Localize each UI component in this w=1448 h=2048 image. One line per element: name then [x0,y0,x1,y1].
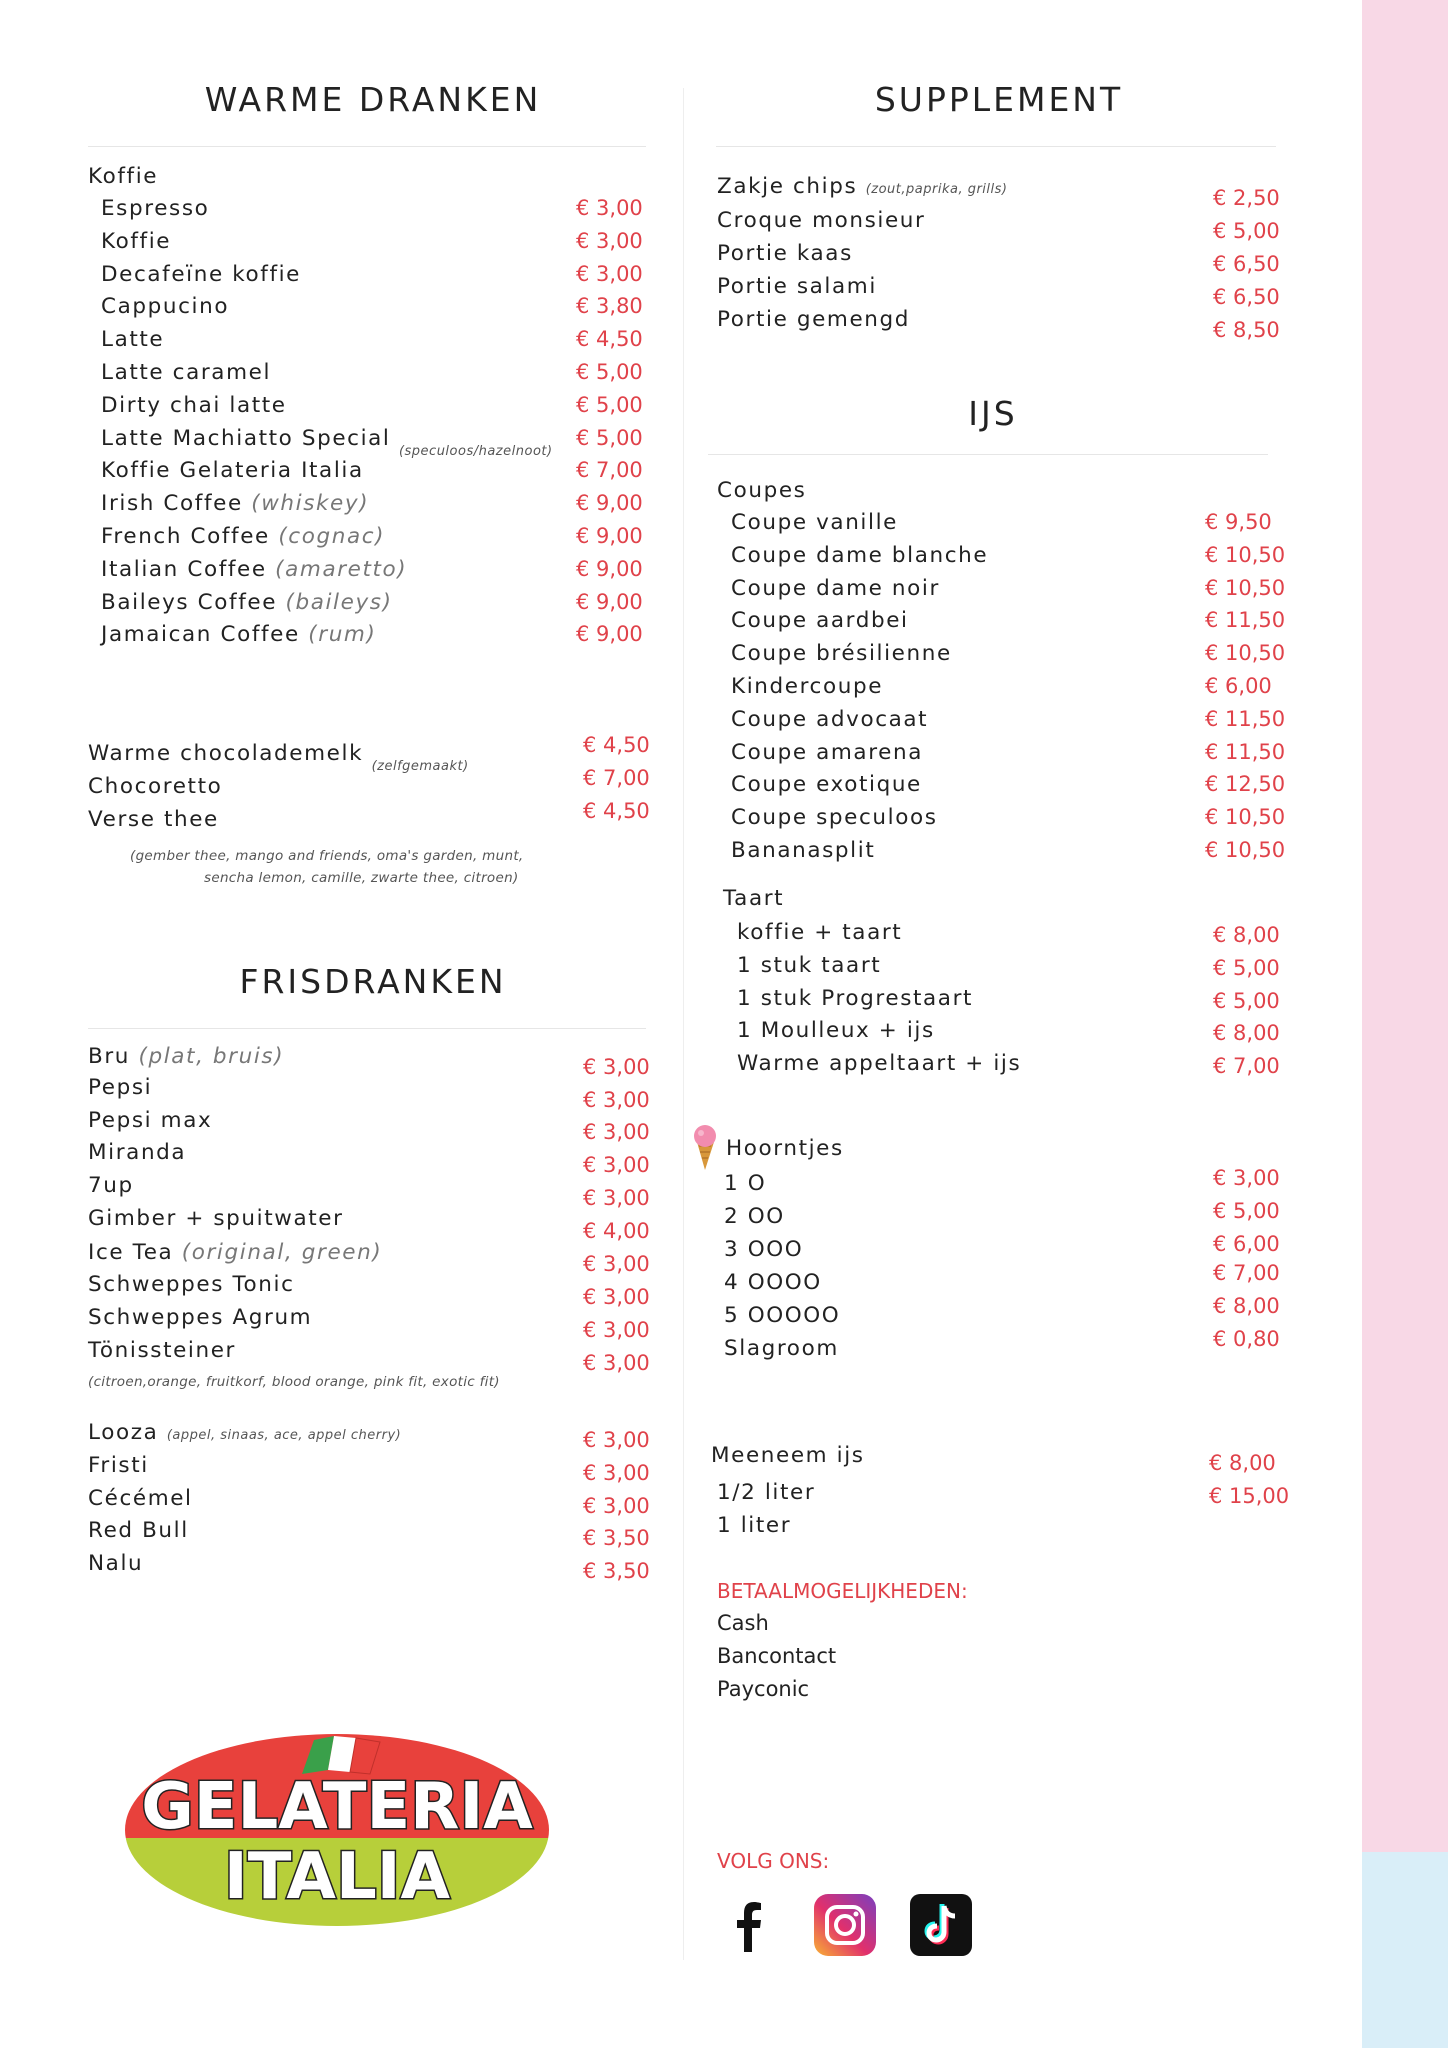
item-name-text: French Coffee [101,524,270,549]
item-price: € 9,00 [576,524,643,548]
item-price: € 11,50 [1205,739,1286,764]
item-name [88,1173,134,1198]
item-name-text: Tönissteiner [88,1338,237,1363]
item-name [101,557,407,582]
item-price: € 8,00 [1213,1294,1280,1318]
item-price: € 9,00 [576,622,643,647]
item-price: € 8,00 [1209,1451,1276,1475]
thee-note-2: sencha lemon, camille, zwarte thee, citroen) [204,870,519,886]
item-name-text: Coupe aardbei [731,608,909,634]
item-price: € 5,00 [576,392,643,417]
item-name-text: 1 O [724,1171,767,1196]
item-price: € 10,50 [1205,805,1286,830]
item-price: € 6,50 [1213,252,1280,276]
item-name-text: Portie kaas [717,241,853,266]
item-price: € 3,00 [583,1186,650,1210]
item-price: € 7,00 [1213,1054,1280,1079]
tiktok-icon[interactable] [908,1892,974,1958]
item-name [731,641,952,666]
item-name [731,543,988,568]
item-price: € 4,50 [583,799,650,823]
fris-title-line [88,1028,646,1029]
item-name-text: Coupe amarena [731,739,923,765]
ijs-title: IJS [968,394,1018,433]
item-name-text: Coupe vanille [731,510,898,535]
item-price: € 3,00 [576,196,643,220]
item-price: € 8,00 [1213,1021,1280,1046]
item-name [724,1237,803,1262]
betaal-bancontact: Bancontact [717,1644,837,1668]
item-name-text: Coupe dame blanche [731,542,989,568]
item-name [101,262,301,287]
item-price: € 6,00 [1205,674,1272,698]
item-name-text: 1 stuk Progrestaart [737,985,974,1011]
item-name [717,1480,815,1505]
item-name [88,1108,212,1133]
item-name [101,524,385,549]
item-name [101,327,164,352]
item-name [724,1270,822,1295]
item-name-text: koffie + taart [737,920,903,945]
item-name-text: Espresso [101,196,210,221]
item-name-text: Irish Coffee [101,491,243,517]
item-price: € 8,00 [1213,923,1280,947]
koffie-header: Koffie [88,164,159,189]
item-price: € 4,00 [583,1219,650,1243]
item-name [88,1338,236,1363]
item-name-text: Coupe speculoos [731,805,938,831]
item-name-text: Schweppes Tonic [88,1272,295,1297]
item-name [101,229,171,254]
item-name-text: Latte [101,327,165,353]
item-price: € 5,00 [1213,988,1280,1013]
item-price: € 3,00 [583,1351,650,1375]
item-name-text: Koffie Gelateria Italia [101,458,364,484]
item-name-text: Baileys Coffee [101,589,278,615]
item-price: € 4,50 [576,327,643,352]
item-name-text: Coupe exotique [731,772,922,798]
item-name-text: Ice Tea [88,1240,174,1265]
item-name [101,294,229,319]
item-name-text: Warme chocolademelk [88,741,364,766]
item-price: € 9,00 [576,556,643,581]
item-price: € 5,00 [1213,1199,1280,1223]
item-name [717,274,877,299]
item-price: € 3,00 [583,1285,650,1309]
item-name-text: Fristi [88,1452,149,1478]
item-price: € 3,00 [583,1493,650,1518]
item-price: € 0,80 [1213,1327,1280,1351]
item-name [717,1513,791,1538]
item-name [731,674,883,699]
item-name [724,1204,785,1229]
item-price: € 3,00 [583,1088,650,1112]
item-price: € 3,00 [576,228,643,253]
item-name [88,1305,312,1330]
item-price: € 7,00 [583,766,650,790]
item-price: € 2,50 [1213,186,1280,210]
item-price: € 3,00 [583,1428,650,1452]
item-note: (cognac) [278,524,386,549]
item-name [88,1420,401,1445]
item-name [737,953,881,978]
item-price: € 3,00 [583,1120,650,1144]
item-name-text: 1 liter [717,1513,792,1538]
item-price: € 3,00 [583,1252,650,1276]
item-name-text: Portie salami [717,274,877,299]
volg-ons-title: VOLG ONS: [717,1849,830,1873]
item-name [737,920,902,945]
supplement-title-line [716,146,1276,147]
item-name [717,307,910,332]
item-name-text: Bru [88,1044,131,1069]
item-name-text: Croque monsieur [717,208,926,233]
column-divider [683,88,684,1960]
item-name-text: Coupe dame noir [731,575,940,601]
item-name-text: Coupe advocaat [731,706,929,732]
thee-note-1: (gember thee, mango and friends, oma's garden, munt, [130,848,524,864]
item-price: € 5,00 [1213,219,1280,243]
item-price: € 10,50 [1205,575,1286,600]
item-price: € 5,00 [1213,955,1280,980]
hoorntjes-header: Hoorntjes [726,1136,844,1161]
item-price: € 8,50 [1213,318,1280,342]
item-name [88,1453,149,1478]
item-name [88,1518,189,1543]
item-name-text: Gimber + spuitwater [88,1206,344,1231]
meeneem-header: Meeneem ijs [711,1443,865,1468]
item-price: € 3,00 [583,1460,650,1485]
supplement-title: SUPPLEMENT [874,80,1124,119]
coupes-header: Coupes [717,478,807,503]
item-name-text: Red Bull [88,1518,189,1544]
item-price: € 15,00 [1209,1484,1290,1508]
item-price: € 10,50 [1205,641,1286,666]
item-name-text: 1/2 liter [717,1480,816,1505]
item-name [731,510,898,535]
item-price: € 5,00 [576,360,643,384]
item-price: € 7,00 [1213,1261,1280,1285]
item-price: € 11,50 [1205,706,1286,731]
item-name-text: Zakje chips [717,174,858,199]
item-name [731,740,923,765]
item-note: (baileys) [285,589,393,615]
item-name [717,208,925,233]
item-name [731,608,909,633]
item-note: (original, green) [181,1240,383,1265]
item-name-text: Dirty chai latte [101,392,287,418]
item-name [88,1551,143,1576]
instagram-icon[interactable] [812,1892,878,1958]
item-name [101,393,287,418]
item-price: € 3,00 [1213,1166,1280,1190]
blue-side-stripe [1362,1852,1448,2048]
item-name [101,590,393,615]
item-name-text: Latte Machiatto Special [101,425,391,451]
item-name-text: 7up [88,1173,134,1198]
item-name [101,196,209,221]
tonissteiner-note: (citroen,orange, fruitkorf, blood orange, pink fit, exotic fit) [88,1374,500,1390]
betaal-title: BETAALMOGELIJKHEDEN: [717,1579,968,1603]
betaal-payconic: Payconic [717,1677,810,1701]
item-name [101,491,369,516]
betaal-cash: Cash [717,1611,769,1635]
item-name-text: Cécémel [88,1485,193,1511]
facebook-icon[interactable] [716,1892,782,1958]
item-price: € 9,00 [576,589,643,614]
item-name-text: Verse thee [88,807,219,832]
item-name [88,1140,186,1165]
item-price: € 3,00 [583,1153,650,1177]
item-note: (zout,paprika, grills) [865,182,1008,197]
item-note: (amaretto) [275,556,408,582]
item-price: € 12,50 [1205,772,1286,797]
item-name-text: Nalu [88,1551,144,1577]
item-price: € 9,50 [1205,510,1272,534]
item-note: (speculoos/hazelnoot) [398,443,553,459]
item-name [88,807,219,832]
item-price: € 7,00 [576,458,643,483]
item-note: (whiskey) [251,491,370,517]
item-name-text: 5 OOOOO [724,1303,841,1328]
item-name-text: Portie gemengd [717,307,911,332]
item-name [88,1240,382,1265]
item-price: € 3,00 [583,1055,650,1079]
item-name [88,1272,295,1297]
item-name [724,1171,766,1196]
item-name [731,772,922,797]
item-name-text: Warme appeltaart + ijs [737,1051,1022,1077]
frisdranken-title: FRISDRANKEN [239,962,507,1001]
warme-title-line [88,146,646,147]
item-name [88,1206,344,1231]
item-name [101,622,376,647]
item-price: € 3,80 [576,294,643,319]
item-price: € 10,50 [1205,838,1286,862]
item-price: € 3,50 [583,1526,650,1551]
item-name [737,1018,935,1043]
item-name [88,1044,284,1069]
item-name-text: Decafeïne koffie [101,261,302,287]
item-name-text: Looza [88,1420,159,1445]
item-price: € 3,00 [583,1318,650,1342]
item-name [731,707,928,732]
pink-side-stripe [1362,0,1448,1852]
item-name [88,1075,152,1100]
item-name [724,1303,840,1328]
item-name-text: Schweppes Agrum [88,1305,313,1330]
warme-dranken-title: WARME DRANKEN [204,80,542,119]
item-price: € 9,00 [576,491,643,516]
item-price: € 10,50 [1205,542,1286,567]
item-name-text: 1 stuk taart [737,952,882,978]
item-name-text: Slagroom [724,1336,839,1361]
item-note: (plat, bruis) [138,1044,285,1069]
item-name [737,986,973,1011]
ice-cream-icon [690,1124,720,1172]
item-name-text: 1 Moulleux + ijs [737,1018,935,1044]
item-name-text: Italian Coffee [101,556,267,582]
item-name-text: Bananasplit [731,838,876,863]
item-name-text: Pepsi max [88,1108,213,1133]
item-name-text: 2 OO [724,1204,785,1229]
item-note: (rum) [308,622,377,648]
item-name [717,241,853,266]
item-name [101,425,553,459]
item-name-text: 3 OOO [724,1237,804,1262]
item-name [88,1486,193,1511]
item-name-text: Cappucino [101,294,230,320]
item-name-text: Kindercoupe [731,674,884,699]
item-name [88,741,469,774]
item-price: € 3,50 [583,1559,650,1584]
item-name-text: Chocoretto [88,774,223,799]
gelateria-italia-logo [122,1728,552,1928]
item-name-text: Miranda [88,1140,187,1165]
item-name [724,1336,839,1361]
item-name [101,360,271,385]
logo-line-1: GELATERIA [141,1770,533,1844]
item-name [717,174,1007,199]
ijs-title-line [708,454,1268,455]
item-price: € 4,50 [583,733,650,757]
logo-line-2: ITALIA [223,1840,451,1914]
item-name-text: Coupe brésilienne [731,641,952,667]
item-note: (appel, sinaas, ace, appel cherry) [166,1428,402,1443]
taart-header: Taart [723,886,785,911]
item-name [101,458,364,483]
item-name [731,805,938,830]
item-note: (zelfgemaakt) [371,759,469,774]
item-name-text: Latte caramel [101,360,272,385]
item-name [731,838,875,863]
item-name-text: Jamaican Coffee [101,622,300,648]
item-name [731,576,940,601]
item-name-text: Pepsi [88,1075,153,1100]
item-price: € 5,00 [576,425,643,450]
item-name [737,1051,1021,1076]
item-name [88,774,222,799]
item-price: € 11,50 [1205,608,1286,633]
item-name-text: 4 OOOO [724,1270,822,1295]
item-price: € 6,00 [1213,1232,1280,1256]
item-price: € 6,50 [1213,285,1280,309]
item-name-text: Koffie [101,228,172,254]
item-price: € 3,00 [576,261,643,286]
